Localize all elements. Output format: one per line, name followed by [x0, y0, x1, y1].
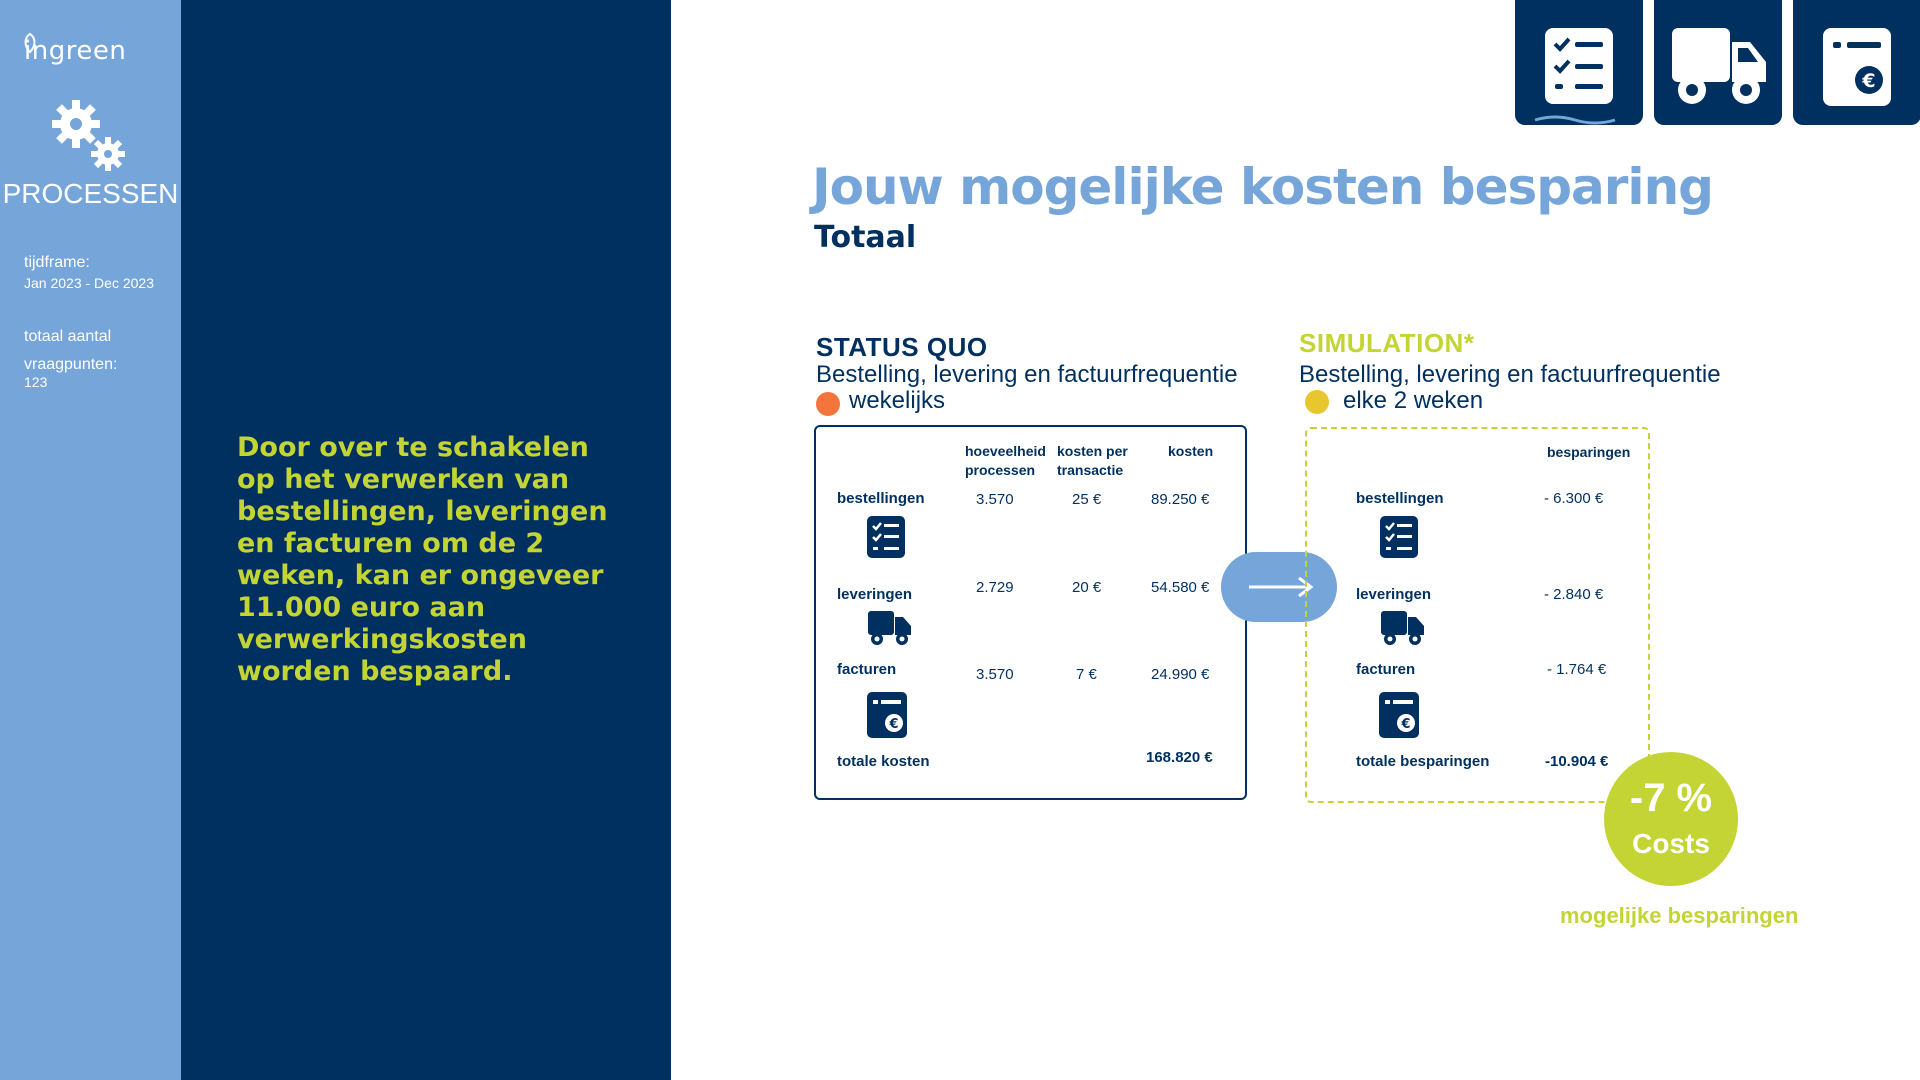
status-quo-subheading: Bestelling, levering en factuurfrequentie [816, 361, 1238, 388]
sim-saving-deliveries: - 2.840 € [1544, 586, 1604, 603]
brand-logo [24, 36, 126, 66]
checklist-icon [1380, 516, 1418, 558]
sq-cost-deliveries: 54.580 € [1151, 579, 1210, 596]
status-quo-dot [816, 392, 840, 416]
sim-total-label: totale besparingen [1356, 753, 1490, 770]
leaf-icon [22, 32, 38, 54]
tab-invoices[interactable] [1793, 0, 1920, 125]
truck-icon [1672, 28, 1768, 110]
tab-delivery[interactable] [1654, 0, 1782, 125]
status-quo-frequency: wekelijks [849, 387, 946, 414]
sq-cost-orders: 89.250 € [1151, 491, 1210, 508]
header-cost-per-text: kosten per transactie [1057, 443, 1128, 478]
sim-saving-orders: - 6.300 € [1544, 490, 1604, 507]
sq-total-value: 168.820 € [1146, 749, 1213, 766]
sim-saving-invoices: - 1.764 € [1547, 661, 1607, 678]
savings-badge [1604, 752, 1738, 886]
timeframe-value: Jan 2023 - Dec 2023 [24, 275, 154, 291]
simulation-subheading: Bestelling, levering en factuurfrequentie [1299, 361, 1721, 388]
sq-row-label-deliveries: leveringen [837, 586, 913, 603]
gears-icon [48, 96, 132, 176]
savings-footnote: mogelijke besparingen [1560, 903, 1799, 928]
sq-costper-deliveries: 20 € [1072, 579, 1102, 596]
sim-row-label-deliveries: leveringen [1356, 586, 1432, 603]
truck-icon [1381, 611, 1425, 647]
status-quo-heading: STATUS QUO [816, 332, 988, 362]
sim-row-label-orders: bestellingen [1356, 490, 1444, 507]
header-quantity-text: hoeveelheid processen [965, 443, 1046, 478]
header-cost: kosten [1168, 443, 1214, 459]
invoice-euro-icon [867, 692, 907, 738]
brand-logo-text: ingreen [24, 36, 127, 66]
checklist-icon [1545, 28, 1613, 104]
svg-text:€: € [1401, 717, 1411, 732]
sq-costper-orders: 25 € [1072, 491, 1102, 508]
count-label-line2: vraagpunten: [24, 356, 118, 373]
sim-total-value: -10.904 € [1545, 753, 1609, 770]
tab-checklist[interactable] [1515, 0, 1643, 125]
tab-wave-decor [1515, 112, 1643, 126]
simulation-frequency: elke 2 weken [1343, 387, 1484, 414]
truck-icon [868, 611, 912, 647]
lead-text: Door over te schakelen op het verwerken van bestellingen, leveringen en facturen om de 2 weken, kan er ongeveer 11.000 euro aan verwerkingskosten worden bespaard. [237, 432, 608, 687]
header-quantity [965, 442, 1055, 480]
svg-text:€: € [889, 717, 899, 732]
timeframe-label: tijdframe: [24, 254, 90, 271]
count-value: 123 [24, 374, 48, 390]
sq-cost-invoices: 24.990 € [1151, 666, 1210, 683]
page-subtitle: Totaal [814, 220, 917, 255]
sim-row-label-invoices: facturen [1356, 661, 1416, 678]
simulation-dot [1305, 390, 1329, 414]
savings-caption: Costs [1632, 828, 1710, 859]
sq-costper-invoices: 7 € [1076, 666, 1097, 683]
section-title: PROCESSEN [2, 178, 179, 209]
sq-qty-deliveries: 2.729 [976, 579, 1014, 596]
sq-row-label-orders: bestellingen [837, 490, 925, 507]
header-savings: besparingen [1547, 444, 1631, 460]
simulation-heading: SIMULATION* [1299, 328, 1475, 358]
sq-qty-orders: 3.570 [976, 491, 1014, 508]
svg-text:€: € [1862, 70, 1876, 92]
sq-row-label-invoices: facturen [837, 661, 897, 678]
header-cost-per [1057, 442, 1143, 480]
count-label-line1: totaal aantal [24, 328, 112, 345]
sq-qty-invoices: 3.570 [976, 666, 1014, 683]
invoice-euro-icon [1823, 28, 1891, 106]
page-title: Jouw mogelijke kosten besparing [812, 158, 1713, 216]
sq-total-label: totale kosten [837, 753, 930, 770]
invoice-euro-icon [1379, 692, 1419, 738]
checklist-icon [867, 516, 905, 558]
savings-percent: -7 % [1629, 776, 1713, 820]
simulation-table [1305, 427, 1650, 803]
